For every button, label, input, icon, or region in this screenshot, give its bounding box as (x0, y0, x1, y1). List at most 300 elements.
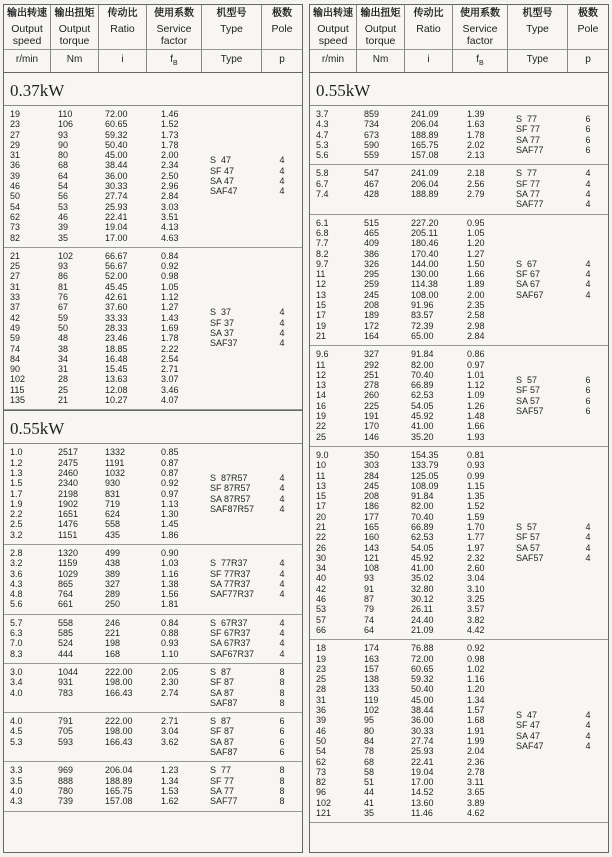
type-name: S 77R37 (210, 558, 248, 569)
speed-value: 9.7 (316, 258, 329, 269)
service-factor-value: 3.04 (467, 573, 485, 584)
type-row (202, 579, 302, 589)
type-name: S 77 (210, 765, 232, 776)
service-factor-value: 2.00 (467, 289, 485, 300)
service-factor-value: 2.36 (467, 756, 485, 767)
type-row (202, 638, 302, 648)
torque-value: 245 (364, 480, 380, 491)
ratio-value: 36.00 (105, 170, 128, 181)
torque-value: 56 (58, 191, 69, 202)
speed-value: 8.3 (10, 648, 23, 659)
type-row (508, 741, 608, 751)
speed-value: 25 (316, 431, 327, 442)
pole-value: 6 (279, 726, 285, 737)
type-row (202, 677, 302, 687)
ratio-value: 12.08 (105, 384, 128, 395)
ratio-value: 435 (105, 529, 121, 540)
header-cell (568, 5, 608, 72)
pole-value: 4 (585, 741, 591, 752)
torque-value: 165 (364, 521, 380, 532)
torque-value: 163 (364, 653, 380, 664)
service-factor-value: 1.63 (467, 119, 485, 130)
speed-value: 20 (316, 511, 327, 522)
type-row (508, 543, 608, 553)
service-factor-value: 1.23 (161, 765, 179, 776)
pole-value: 4 (585, 542, 591, 553)
table-row (4, 354, 202, 364)
data-cells (4, 251, 202, 405)
speed-value: 3.3 (10, 765, 23, 776)
speed-value: 3.4 (10, 677, 23, 688)
table-row (310, 360, 508, 370)
header-english: Ratio (110, 23, 135, 35)
torque-value: 661 (58, 599, 74, 610)
pole-value: 6 (279, 716, 285, 727)
pole-value: 4 (279, 328, 285, 339)
table-row (4, 119, 202, 129)
torque-value: 143 (364, 542, 380, 553)
type-name: SA 47 (210, 175, 235, 186)
ratio-value: 45.00 (411, 694, 434, 705)
torque-value: 1320 (58, 547, 79, 558)
type-row (202, 166, 302, 176)
table-row (4, 786, 202, 796)
speed-value: 37 (10, 302, 21, 313)
table-row (4, 489, 202, 499)
table-row (4, 677, 202, 687)
torque-value: 46 (58, 211, 69, 222)
service-factor-value: 1.66 (467, 421, 485, 432)
speed-value: 4.3 (316, 119, 329, 130)
ratio-value: 15.45 (105, 364, 128, 375)
type-name: SA 77 (516, 134, 541, 145)
table-row (310, 450, 508, 460)
torque-value: 444 (58, 648, 74, 659)
type-name: SAF67 (516, 289, 544, 300)
torque-value: 80 (58, 150, 69, 161)
ratio-value: 221 (105, 628, 121, 639)
speed-value: 7.4 (316, 189, 329, 200)
ratio-value: 28.33 (105, 322, 128, 333)
service-factor-value: 1.97 (467, 542, 485, 553)
ratio-value: 54.05 (411, 542, 434, 553)
service-factor-value: 0.97 (467, 359, 485, 370)
pole-value: 6 (585, 114, 591, 125)
table-row (310, 604, 508, 614)
table-row (4, 468, 202, 478)
table-row (4, 364, 202, 374)
service-factor-value: 1.56 (161, 589, 179, 600)
speed-value: 96 (316, 787, 327, 798)
type-row (202, 667, 302, 677)
ratio-value: 23.46 (105, 333, 128, 344)
speed-value: 23 (10, 119, 21, 130)
service-factor-value: 1.05 (467, 227, 485, 238)
table-row (4, 302, 202, 312)
speed-value: 49 (10, 322, 21, 333)
service-factor-value: 0.98 (161, 271, 179, 282)
table-row (4, 447, 202, 457)
ratio-value: 91.96 (411, 300, 434, 311)
torque-value: 859 (364, 109, 380, 119)
type-row (508, 710, 608, 720)
motor-power-heading: 0.37kW (4, 73, 302, 106)
type-pole-block (202, 618, 302, 659)
torque-value: 80 (364, 725, 375, 736)
type-name: S 57 (516, 374, 538, 385)
ratio-value: 66.67 (105, 250, 128, 261)
ratio-value: 227.20 (411, 217, 439, 228)
speed-value: 90 (10, 364, 21, 375)
table-row (310, 259, 508, 269)
service-factor-value: 1.78 (467, 129, 485, 140)
pole-value: 8 (279, 687, 285, 698)
service-factor-value: 1.59 (467, 511, 485, 522)
type-row (202, 483, 302, 493)
speed-value: 25 (10, 261, 21, 272)
type-name: SF 57 (516, 532, 541, 543)
speed-value: 1.0 (10, 447, 23, 458)
type-name: SF 77 (210, 775, 235, 786)
torque-value: 93 (364, 573, 375, 584)
torque-value: 189 (364, 310, 380, 321)
type-name: SA 37 (210, 328, 235, 339)
type-pole-block (508, 349, 608, 442)
type-name: SAF67R37 (210, 648, 255, 659)
torque-value: 86 (58, 271, 69, 282)
table-row (310, 130, 508, 140)
type-row (202, 737, 302, 747)
table-row (4, 150, 202, 160)
ratio-value: 45.92 (411, 411, 434, 422)
pole-value: 4 (279, 648, 285, 659)
service-factor-value: 1.34 (467, 694, 485, 705)
torque-value: 50 (58, 322, 69, 333)
service-factor-value: 4.62 (467, 808, 485, 818)
type-name: SF 47 (210, 165, 235, 176)
ratio-value: 82.00 (411, 501, 434, 512)
type-name: SAF37 (210, 338, 238, 349)
type-row (508, 553, 608, 563)
torque-value: 888 (58, 775, 74, 786)
pole-value: 4 (279, 473, 285, 484)
ratio-value: 499 (105, 547, 121, 558)
table-row (310, 563, 508, 573)
table-row (4, 395, 202, 405)
speed-value: 17 (316, 501, 327, 512)
speed-value: 50 (316, 735, 327, 746)
service-factor-value: 0.92 (467, 643, 485, 654)
header-english: Output speed (11, 23, 43, 47)
torque-value: 64 (364, 624, 375, 635)
speed-value: 36 (316, 705, 327, 716)
type-name: SF 37 (210, 317, 235, 328)
speed-value: 59 (10, 333, 21, 344)
table-row (4, 212, 202, 222)
torque-value: 108 (364, 563, 380, 574)
service-factor-value: 2.96 (161, 181, 179, 192)
torque-value: 84 (364, 735, 375, 746)
torque-value: 102 (58, 250, 74, 261)
data-cells (4, 716, 202, 757)
service-factor-value: 1.34 (161, 775, 179, 786)
ratio-value: 45.45 (105, 281, 128, 292)
ratio-value: 165.75 (105, 785, 133, 796)
pole-value: 6 (585, 374, 591, 385)
type-row (202, 338, 302, 348)
pole-value: 6 (585, 145, 591, 156)
data-cells (4, 765, 202, 806)
type-name: S 87 (210, 716, 232, 727)
ratio-value: 82.00 (411, 359, 434, 370)
ratio-value: 719 (105, 498, 121, 509)
speed-value: 102 (10, 374, 26, 385)
table-row (310, 736, 508, 746)
service-factor-value: 3.57 (467, 604, 485, 615)
type-row (202, 618, 302, 628)
type-name: S 77 (516, 168, 538, 179)
type-name: SF 57 (516, 385, 541, 396)
pole-value: 6 (585, 395, 591, 406)
table-row (4, 385, 202, 395)
header-cell (453, 5, 508, 72)
torque-value: 292 (364, 359, 380, 370)
speed-value: 102 (316, 797, 332, 808)
service-factor-value: 1.99 (467, 735, 485, 746)
torque-value: 81 (58, 281, 69, 292)
header-unit: r/min (4, 49, 50, 68)
table-row (4, 579, 202, 589)
table-row (4, 688, 202, 698)
torque-value: 673 (364, 129, 380, 140)
type-name: SAF57 (516, 552, 544, 563)
torque-value: 160 (364, 532, 380, 543)
table-row (4, 458, 202, 468)
speed-value: 1.5 (10, 478, 23, 489)
pole-value: 4 (279, 638, 285, 649)
service-factor-value: 2.84 (161, 191, 179, 202)
type-row (508, 532, 608, 542)
ratio-value: 59.32 (105, 129, 128, 140)
service-factor-value: 0.93 (161, 638, 179, 649)
left-column-table (3, 4, 303, 853)
torque-value: 174 (364, 643, 380, 654)
type-name: SAF77 (210, 796, 238, 807)
table-row (310, 573, 508, 583)
header-cell (405, 5, 453, 72)
ratio-value: 33.33 (105, 312, 128, 323)
service-factor-value: 4.63 (161, 232, 179, 243)
header-unit: $f_B$ (147, 49, 201, 72)
speed-value: 34 (316, 563, 327, 574)
speed-value: 135 (10, 395, 26, 406)
type-row (202, 318, 302, 328)
speed-value: 11 (316, 359, 326, 370)
table-row (310, 390, 508, 400)
service-factor-value: 1.01 (467, 369, 485, 380)
data-cells (310, 643, 508, 818)
type-row (202, 473, 302, 483)
table-row (310, 777, 508, 787)
type-name: SA 67 (516, 279, 541, 290)
ratio-value: 19.04 (105, 222, 128, 233)
type-pole-block (202, 765, 302, 806)
torque-value: 67 (58, 302, 69, 313)
speed-value: 12 (316, 279, 327, 290)
table-row (4, 222, 202, 232)
header-chinese: 机型号 (522, 8, 553, 19)
speed-value: 19 (316, 653, 327, 664)
header-unit: Nm (357, 49, 404, 68)
speed-value: 121 (316, 808, 332, 818)
speed-value: 15 (316, 300, 327, 311)
table-row (4, 292, 202, 302)
type-row (202, 504, 302, 514)
type-row (202, 186, 302, 196)
table-row (310, 808, 508, 818)
torque-value: 208 (364, 300, 380, 311)
service-factor-value: 0.99 (467, 470, 485, 481)
data-cells (310, 218, 508, 342)
table-row (310, 411, 508, 421)
service-factor-value: 1.35 (467, 491, 485, 502)
torque-value: 170 (364, 421, 380, 432)
table-row (310, 594, 508, 604)
service-factor-value: 3.51 (161, 211, 179, 222)
ratio-value: 144.00 (411, 258, 439, 269)
torque-value: 467 (364, 178, 380, 189)
table-row (310, 238, 508, 248)
speed-value: 62 (10, 211, 21, 222)
ratio-value: 108.09 (411, 480, 439, 491)
speed-value: 39 (316, 715, 327, 726)
table-row (310, 401, 508, 411)
table-row (310, 584, 508, 594)
service-factor-value: 2.56 (467, 178, 485, 189)
ratio-value: 831 (105, 488, 121, 499)
speed-value: 84 (10, 353, 21, 364)
service-factor-value: 2.84 (467, 330, 485, 341)
pole-value: 4 (585, 199, 591, 210)
ratio-value: 62.53 (411, 532, 434, 543)
service-factor-value: 1.03 (161, 558, 179, 569)
service-factor-value: 1.68 (467, 715, 485, 726)
ratio-value: 50.40 (105, 139, 128, 150)
torque-value: 585 (58, 628, 74, 639)
type-row (202, 649, 302, 659)
ratio-value: 91.84 (411, 349, 434, 360)
service-factor-value: 1.39 (467, 109, 485, 119)
type-name: SA 77 (210, 785, 235, 796)
service-factor-value: 0.92 (161, 261, 179, 272)
torque-value: 295 (364, 269, 380, 280)
table-row (4, 638, 202, 648)
speed-value: 7.7 (316, 238, 329, 249)
service-factor-value: 0.85 (161, 447, 179, 458)
pole-value: 4 (279, 617, 285, 628)
speed-value: 28 (316, 684, 327, 695)
type-row (202, 786, 302, 796)
torque-value: 278 (364, 380, 380, 391)
ratio-value: 70.40 (411, 369, 434, 380)
type-name: S 67R37 (210, 617, 248, 628)
speed-value: 5.6 (316, 150, 329, 161)
ratio-value: 37.60 (105, 302, 128, 313)
type-pole-block (508, 109, 608, 160)
type-name: SA 87 (210, 687, 235, 698)
torque-value: 90 (58, 139, 69, 150)
service-factor-value: 1.20 (467, 684, 485, 695)
torque-value: 734 (364, 119, 380, 130)
service-factor-value: 1.30 (161, 509, 179, 520)
table-row (310, 109, 508, 119)
header-chinese: 极数 (272, 8, 292, 19)
service-factor-value: 0.87 (161, 467, 179, 478)
torque-value: 106 (58, 119, 74, 130)
type-row (508, 179, 608, 189)
motor-power-heading: 0.55kW (310, 73, 608, 106)
pole-value: 8 (279, 677, 285, 688)
type-row (202, 589, 302, 599)
torque-value: 95 (364, 715, 375, 726)
ratio-value: 56.67 (105, 261, 128, 272)
service-factor-value: 3.89 (467, 797, 485, 808)
torque-value: 245 (364, 289, 380, 300)
type-row (202, 796, 302, 806)
data-cells (310, 349, 508, 442)
type-pole-block (202, 667, 302, 708)
type-name: S 47 (210, 155, 232, 166)
pole-value: 8 (279, 796, 285, 807)
speed-value: 8.2 (316, 248, 329, 259)
service-factor-value: 1.77 (467, 532, 485, 543)
speed-value: 30 (316, 552, 327, 563)
pole-value: 4 (585, 289, 591, 300)
type-row (508, 124, 608, 134)
type-row (508, 269, 608, 279)
speed-value: 3.0 (10, 666, 23, 677)
table-row (4, 499, 202, 509)
service-factor-value: 3.10 (467, 583, 485, 594)
service-factor-value: 1.53 (161, 785, 179, 796)
ratio-value: 25.93 (411, 746, 434, 757)
service-factor-value: 1.20 (467, 238, 485, 249)
torque-value: 783 (58, 687, 74, 698)
ratio-value: 65.00 (411, 330, 434, 341)
speed-value: 3.2 (10, 529, 23, 540)
service-factor-value: 3.04 (161, 726, 179, 737)
torque-value: 428 (364, 189, 380, 200)
ratio-value: 45.00 (105, 150, 128, 161)
ratio-value: 289 (105, 589, 121, 600)
ratio-value: 66.89 (411, 521, 434, 532)
torque-value: 64 (58, 170, 69, 181)
pole-value: 4 (585, 258, 591, 269)
table-row (4, 233, 202, 243)
service-factor-value: 2.34 (161, 160, 179, 171)
type-row (508, 279, 608, 289)
type-row (202, 726, 302, 736)
type-pole-block (508, 218, 608, 342)
speed-value: 4.5 (10, 726, 23, 737)
table-row (4, 374, 202, 384)
service-factor-value: 1.78 (161, 333, 179, 344)
ratio-value: 241.09 (411, 109, 439, 119)
pole-value: 4 (279, 493, 285, 504)
torque-value: 931 (58, 677, 74, 688)
speed-value: 1.2 (10, 457, 23, 468)
torque-value: 865 (58, 578, 74, 589)
